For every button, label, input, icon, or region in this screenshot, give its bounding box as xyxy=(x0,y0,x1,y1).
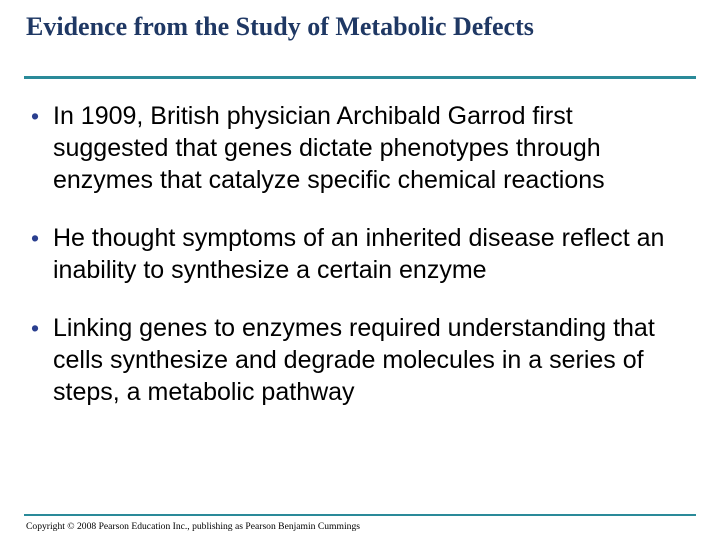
copyright-notice: Copyright © 2008 Pearson Education Inc., publishing as Pearson Benjamin Cummings xyxy=(26,521,360,532)
bullet-list xyxy=(26,100,694,408)
bullet-item xyxy=(26,100,694,196)
bullet-marker-icon: • xyxy=(31,103,40,129)
bullet-text: In 1909, British physician Archibald Garrod first suggested that genes dictate phenotypes through enzymes that catalyze specific chemical reactions xyxy=(53,102,605,194)
footer-divider xyxy=(24,514,696,516)
bullet-item xyxy=(26,312,694,408)
bullet-text: He thought symptoms of an inherited disease reflect an inability to synthesize a certain enzyme xyxy=(53,224,665,284)
bullet-marker-icon: • xyxy=(31,315,40,341)
bullet-text: Linking genes to enzymes required understanding that cells synthesize and degrade molecules in a series of steps, a metabolic pathway xyxy=(53,314,655,406)
bullet-marker-icon: • xyxy=(31,225,40,251)
slide-title: Evidence from the Study of Metabolic Defects xyxy=(26,12,534,41)
title-divider xyxy=(24,76,696,79)
bullet-item xyxy=(26,222,694,286)
